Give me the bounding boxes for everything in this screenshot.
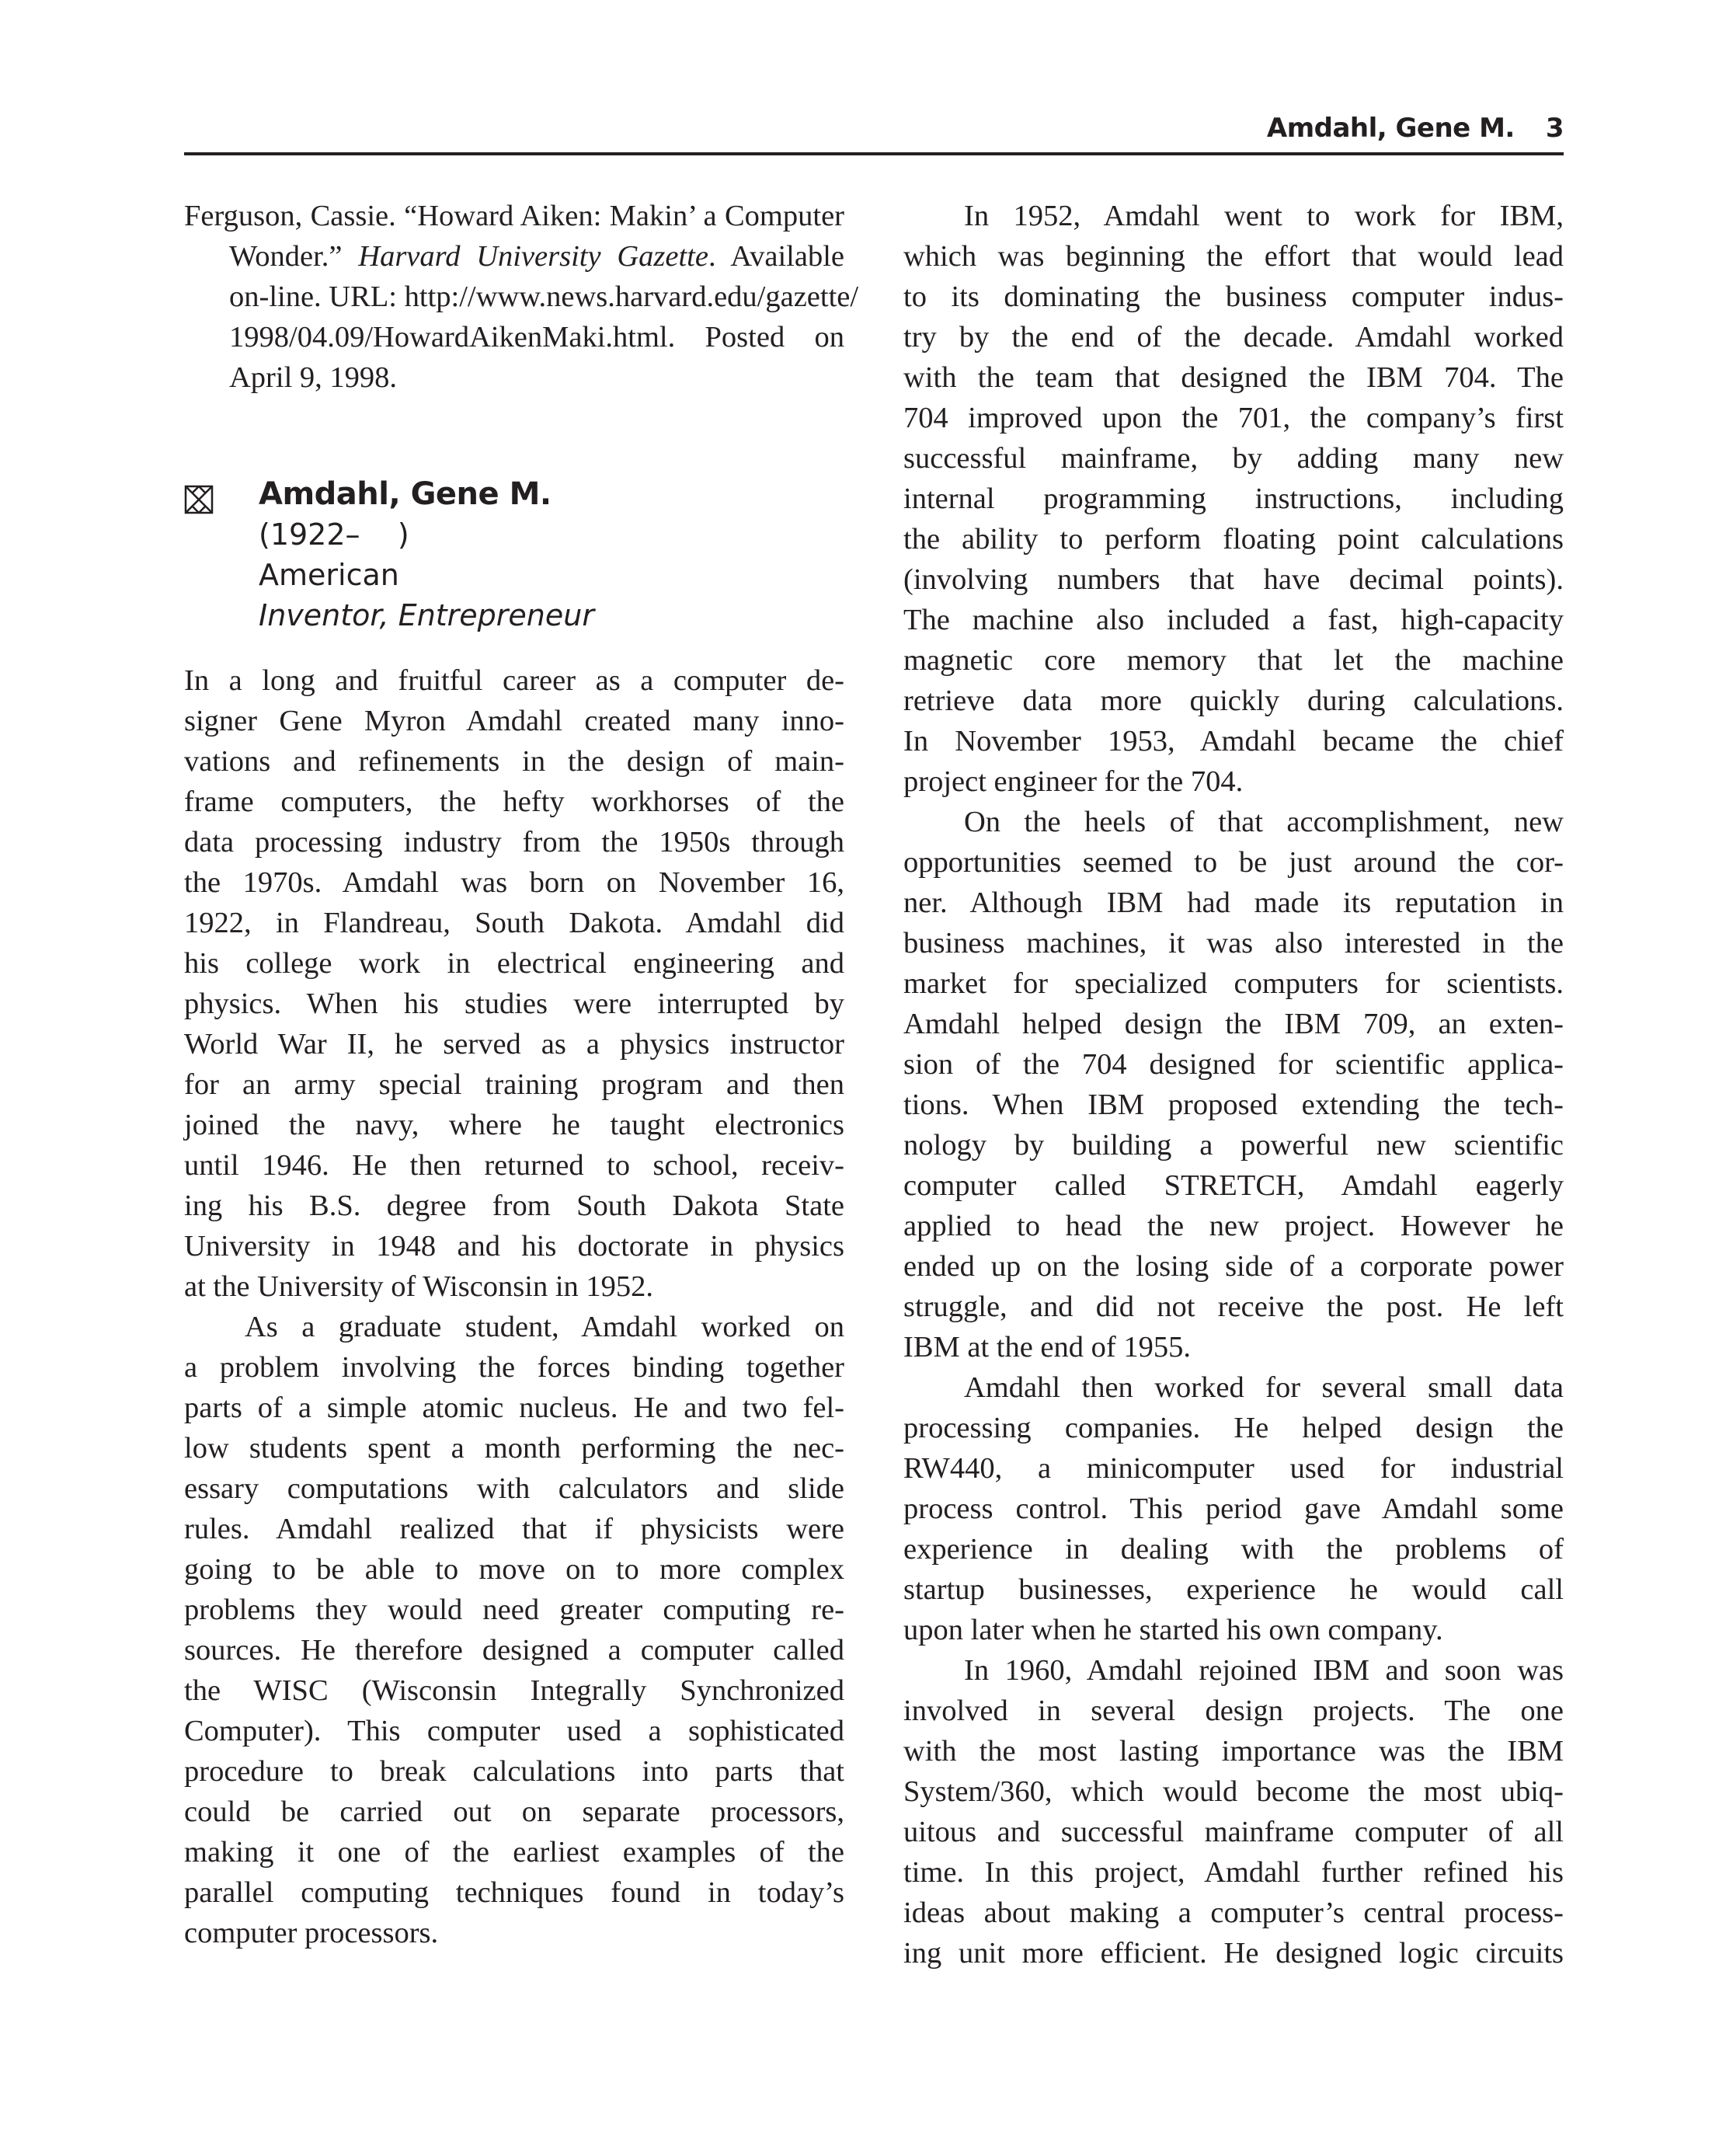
text-line: until 1946. He then returned to school, receiv- [184,1149,844,1182]
text-line: (involving numbers that have decimal points). [903,563,1564,596]
entry-dates: (1922– ) [259,517,409,552]
text-line: process control. This period gave Amdahl some [903,1492,1564,1525]
text-line: procedure to break calculations into parts that [184,1755,844,1788]
text-line: ing his B.S. degree from South Dakota State [184,1189,844,1222]
entry-name: Amdahl, Gene M. [259,476,552,512]
text-line: business machines, it was also interested in the [903,927,1564,960]
text-line: problems they would need greater computing re- [184,1593,844,1626]
text-line: try by the end of the decade. Amdahl worked [903,321,1564,354]
page-number: 3 [1545,113,1564,144]
text-line: tions. When IBM proposed extending the tech- [903,1088,1564,1121]
text-line: joined the navy, where he taught electronics [184,1109,844,1141]
text-line: magnetic core memory that let the machine [903,644,1564,677]
text-line: physics. When his studies were interrupted by [184,987,844,1020]
text-line: experience in dealing with the problems of [903,1533,1564,1566]
text-line: market for specialized computers for scientists. [903,967,1564,1000]
text-line: sion of the 704 designed for scientific applica- [903,1048,1564,1081]
header-rule [184,152,1564,155]
text-line: low students spent a month performing the nec- [184,1432,844,1465]
text-line: which was beginning the effort that would lead [903,240,1564,273]
text-line: IBM at the end of 1955. [903,1331,1191,1364]
text-line: ended up on the losing side of a corporate power [903,1250,1564,1283]
text-line: for an army special training program and then [184,1068,844,1101]
paragraph [903,1650,1564,1973]
text-line: In November 1953, Amdahl became the chief [903,725,1564,758]
text-line: In a long and fruitful career as a computer de- [184,664,844,697]
reference-text: Wonder.” [229,240,359,273]
text-line: the WISC (Wisconsin Integrally Synchronized [184,1674,844,1707]
text-line: The machine also included a fast, high-capacity [903,604,1564,636]
paragraph [903,1367,1564,1650]
text-line: parallel computing techniques found in today’s [184,1876,844,1909]
reference-line: 1998/04.09/HowardAikenMaki.html. Posted on [229,321,844,354]
text-line: essary computations with calculators and slide [184,1472,844,1505]
left-column [184,196,859,1953]
paragraph [184,1307,844,1953]
text-line: RW440, a minicomputer used for industrial [903,1452,1564,1485]
text-line: retrieve data more quickly during calculations. [903,684,1564,717]
reference-text: . Available [708,240,844,273]
text-line: internal programming instructions, including [903,482,1564,515]
text-line: project engineer for the 704. [903,765,1244,798]
text-line: with the most lasting importance was the IBM [903,1735,1564,1768]
running-head [184,109,1564,148]
entry-heading [184,474,844,636]
paragraph [903,196,1564,802]
paragraph [184,660,844,1307]
crossed-diamond-box-icon [184,485,214,514]
text-line: struggle, and did not receive the post. He left [903,1290,1564,1323]
text-line: involved in several design projects. The one [903,1694,1564,1727]
text-line: In 1952, Amdahl went to work for IBM, [964,200,1564,232]
text-line: to its dominating the business computer indus- [903,280,1564,313]
text-line: data processing industry from the 1950s through [184,826,844,859]
text-line: vations and refinements in the design of main- [184,745,844,778]
text-line: going to be able to move on to more complex [184,1553,844,1586]
right-column [903,196,1564,1973]
text-line: nology by building a powerful new scientific [903,1129,1564,1162]
spacer [184,398,844,474]
text-line: System/360, which would become the most ubiq- [903,1775,1564,1808]
text-line: with the team that designed the IBM 704. The [903,361,1564,394]
entry-nationality: American [259,558,399,592]
text-line: ing unit more efficient. He designed logic circuits [903,1937,1564,1970]
text-line: computer processors. [184,1917,439,1949]
text-line: the 1970s. Amdahl was born on November 16, [184,866,844,899]
text-line: University in 1948 and his doctorate in physics [184,1230,844,1263]
text-line: opportunities seemed to be just around the cor- [903,846,1564,879]
publication-title: Harvard University Gazette [358,240,708,273]
entry-roles: Inventor, Entrepreneur [259,598,594,632]
text-line: ner. Although IBM had made its reputation in [903,886,1564,919]
text-line: World War II, he served as a physics instructor [184,1028,844,1061]
text-line: uitous and successful mainframe computer of all [903,1816,1564,1848]
reference-url-line: on-line. URL: http://www.news.harvard.edu/gazette/ [229,280,859,313]
text-line: the ability to perform floating point calculations [903,523,1564,556]
text-line: ideas about making a computer’s central process- [903,1897,1564,1929]
text-line: at the University of Wisconsin in 1952. [184,1270,654,1303]
spacer [184,636,844,660]
text-line: In 1960, Amdahl rejoined IBM and soon was [964,1654,1564,1687]
running-head-title: Amdahl, Gene M. [1266,113,1515,144]
text-line: his college work in electrical engineering and [184,947,844,980]
text-line: computer called STRETCH, Amdahl eagerly [903,1169,1564,1202]
reference-entry [184,196,859,398]
text-line: startup businesses, experience he would call [903,1573,1564,1606]
text-line: could be carried out on separate processors, [184,1796,844,1828]
text-line: a problem involving the forces binding together [184,1351,844,1384]
text-line: On the heels of that accomplishment, new [964,806,1564,838]
text-line: Computer). This computer used a sophisticated [184,1715,844,1747]
text-line: Amdahl then worked for several small data [964,1371,1564,1404]
text-line: making it one of the earliest examples of the [184,1836,844,1869]
text-line: 1922, in Flandreau, South Dakota. Amdahl did [184,907,844,939]
text-line: As a graduate student, Amdahl worked on [245,1311,844,1343]
text-line: Amdahl helped design the IBM 709, an exten- [903,1008,1564,1040]
paragraph [903,802,1564,1367]
reference-line: April 9, 1998. [229,361,398,394]
text-line: upon later when he started his own company. [903,1614,1443,1646]
text-line: 704 improved upon the 701, the company’s first [903,402,1564,434]
text-line: parts of a simple atomic nucleus. He and two fel- [184,1391,844,1424]
text-line: frame computers, the hefty workhorses of the [184,785,844,818]
text-line: time. In this project, Amdahl further refined his [903,1856,1564,1889]
text-line: rules. Amdahl realized that if physicists were [184,1513,844,1545]
text-line: successful mainframe, by adding many new [903,442,1564,475]
text-line: signer Gene Myron Amdahl created many inno- [184,705,844,737]
text-line: sources. He therefore designed a computer called [184,1634,844,1667]
text-line: processing companies. He helped design the [903,1412,1564,1444]
reference-line [184,236,844,277]
reference-line: Ferguson, Cassie. “Howard Aiken: Makin’ a Computer [184,200,844,232]
text-line: applied to head the new project. However he [903,1210,1564,1242]
